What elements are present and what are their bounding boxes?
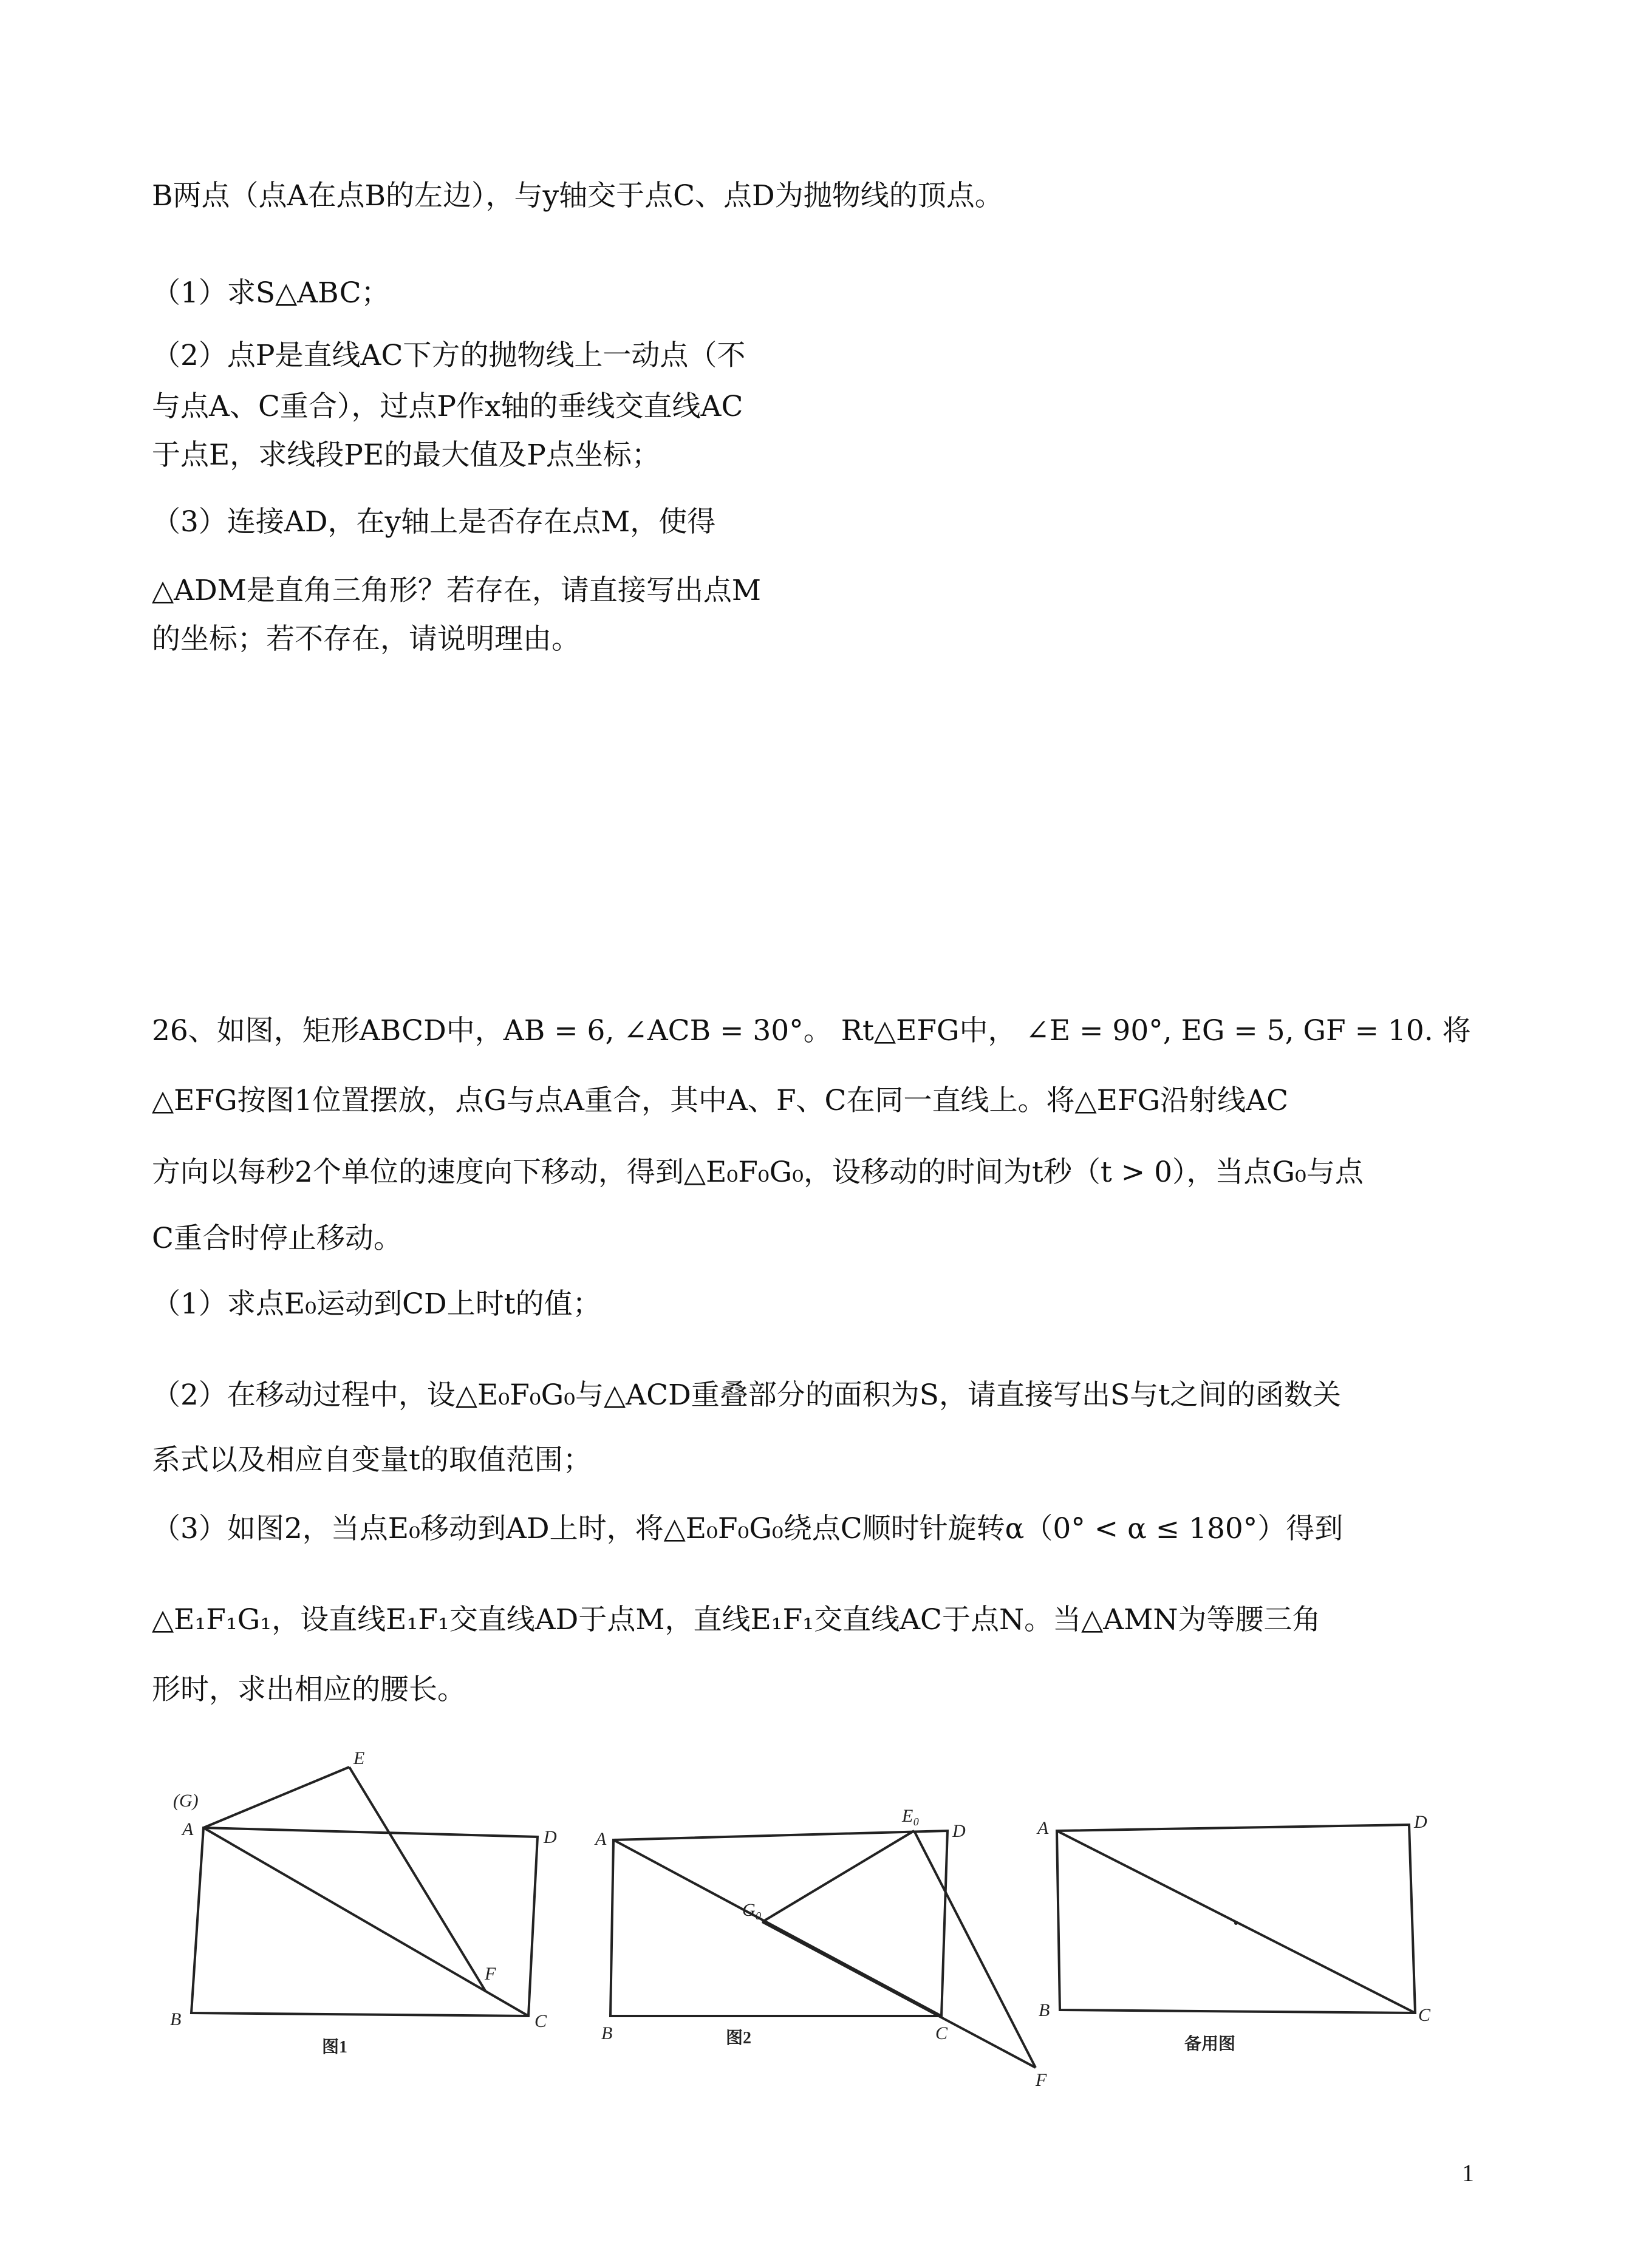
question-1: （1）求S△ABC； xyxy=(152,276,390,310)
fig2-label-b: B xyxy=(601,2023,613,2043)
problem-26-line: 26、如图，矩形ABCD中，AB = 6, ∠ACB = 30°。 Rt△EFG中， ∠E = 90°, EG = 5, GF = 10. 将 xyxy=(152,1014,1471,1047)
figure-3 xyxy=(1033,1749,1458,2077)
problem-26-line: 方向以每秒2个单位的速度向下移动，得到△E₀F₀G₀，设移动的时间为t秒（t > 0），当点G₀与点 xyxy=(152,1156,1364,1189)
question-2-line: 于点E，求线段PE的最大值及P点坐标； xyxy=(152,438,660,472)
text-line: B两点（点A在点B的左边），与y轴交于点C、点D为抛物线的顶点。 xyxy=(152,179,1003,213)
fig2-caption: 图2 xyxy=(726,2029,752,2048)
question-3-line: （3）连接AD，在y轴上是否存在点M，使得 xyxy=(152,505,716,539)
question-2-line: 与点A、C重合），过点P作x轴的垂线交直线AC xyxy=(152,390,743,423)
fig3-label-b: B xyxy=(1039,2000,1050,2020)
fig2-label-c: C xyxy=(935,2023,948,2043)
problem-26-line: C重合时停止移动。 xyxy=(152,1222,402,1255)
fig3-caption: 备用图 xyxy=(1184,2035,1236,2054)
fig2-label-f: F xyxy=(1036,2070,1047,2089)
fig1-label-c: C xyxy=(534,2011,547,2031)
problem-26-line: △EFG按图1位置摆放，点G与点A重合，其中A、F、C在同一直线上。将△EFG沿射线AC xyxy=(152,1084,1289,1117)
problem-26-q3-line: （3）如图2，当点E₀移动到AD上时，将△E₀F₀G₀绕点C顺时针旋转α（0° < α ≤ 180°）得到 xyxy=(152,1512,1343,1545)
fig3-label-d: D xyxy=(1414,1812,1427,1832)
figure-1 xyxy=(164,1737,577,2077)
fig1-label-g: (G) xyxy=(173,1791,199,1811)
figure-2 xyxy=(583,1749,1057,2089)
problem-26-q2-line: （2）在移动过程中，设△E₀F₀G₀与△ACD重叠部分的面积为S，请直接写出S与t之间的函数关 xyxy=(152,1378,1342,1412)
fig2-label-e0: E₀ xyxy=(902,1806,920,1826)
fig2-label-d: D xyxy=(952,1821,966,1841)
question-3-line: 的坐标；若不存在，请说明理由。 xyxy=(152,622,580,656)
fig1-caption: 图1 xyxy=(322,2038,348,2057)
problem-26-q3-line: △E₁F₁G₁，设直线E₁F₁交直线AD于点M，直线E₁F₁交直线AC于点N。当△AMN为等腰三角 xyxy=(152,1603,1321,1636)
fig2-label-g0: G₀ xyxy=(742,1900,762,1920)
fig1-label-b: B xyxy=(170,2009,182,2029)
problem-26-q2-line: 系式以及相应自变量t的取值范围； xyxy=(152,1443,592,1477)
fig1-label-f: F xyxy=(485,1964,496,1984)
page-number: 1 xyxy=(1462,2159,1474,2187)
fig3-label-c: C xyxy=(1418,2005,1431,2025)
fig1-label-e: E xyxy=(353,1748,365,1768)
problem-26-q3-line: 形时，求出相应的腰长。 xyxy=(152,1673,466,1706)
problem-26-q1: （1）求点E₀运动到CD上时t的值； xyxy=(152,1287,601,1321)
question-2-line: （2）点P是直线AC下方的抛物线上一动点（不 xyxy=(152,339,746,372)
question-3-line: △ADM是直角三角形？若存在，请直接写出点M xyxy=(152,574,762,607)
fig1-label-a: A xyxy=(182,1819,194,1839)
fig3-label-a: A xyxy=(1037,1818,1049,1838)
fig1-label-d: D xyxy=(544,1827,557,1847)
fig2-label-a: A xyxy=(595,1829,607,1849)
